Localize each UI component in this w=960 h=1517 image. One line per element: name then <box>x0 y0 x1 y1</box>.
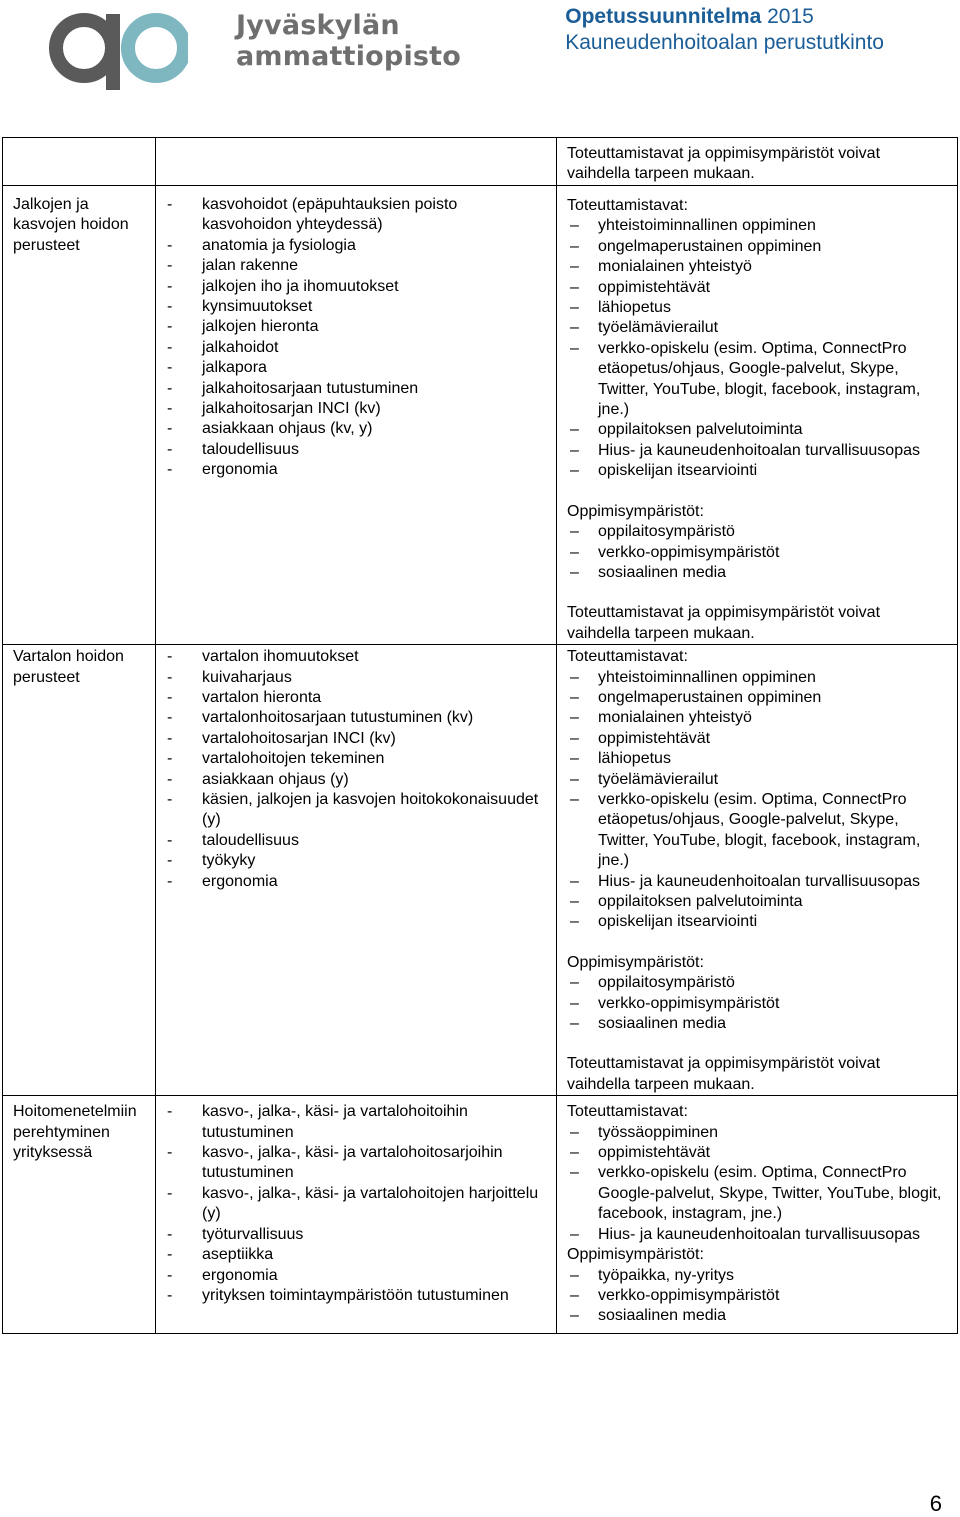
list-item <box>167 729 546 749</box>
dash-bullet: – <box>570 729 579 747</box>
methods-cell <box>557 186 958 645</box>
list-item-text: jalkahoidot <box>202 338 279 356</box>
list-item-text: käsien, jalkojen ja kasvojen hoitokokonaisuudet (y) <box>202 790 539 829</box>
dash-bullet: – <box>570 1015 579 1033</box>
title-bold: Opetussuunnitelma <box>565 5 762 28</box>
dash-bullet: - <box>167 1266 173 1284</box>
list-item <box>567 237 947 257</box>
list-item <box>567 257 947 277</box>
dash-bullet: – <box>570 1266 579 1284</box>
dash-bullet: – <box>570 1144 579 1162</box>
dash-bullet: - <box>167 790 173 808</box>
list-item <box>567 912 947 932</box>
dash-bullet: - <box>167 400 173 418</box>
list-item <box>167 236 546 256</box>
list-item <box>167 872 546 892</box>
list-item-text: ongelmaperustainen oppiminen <box>598 237 822 255</box>
list-item-text: kynsimuutokset <box>202 298 313 316</box>
list-item-text: lähiopetus <box>598 750 671 768</box>
table-row <box>3 138 958 186</box>
list-item-text: aseptiikka <box>202 1246 274 1264</box>
dash-bullet: - <box>167 318 173 336</box>
dash-bullet: - <box>167 729 173 747</box>
list-item <box>167 358 546 378</box>
dash-bullet: - <box>167 872 173 890</box>
list-item <box>567 1306 947 1326</box>
list-item <box>567 729 947 749</box>
list-item-text: verkko-oppimisympäristöt <box>598 994 780 1012</box>
list-item-text: työpaikka, ny-yritys <box>598 1266 735 1284</box>
list-item <box>567 790 947 872</box>
list-item-text: Hius- ja kauneudenhoitoalan turvallisuusopas <box>598 441 920 459</box>
list-item <box>167 688 546 708</box>
spacer <box>567 482 947 502</box>
ao-logo-mark <box>48 0 188 96</box>
list-item-text: monialainen yhteistyö <box>598 258 752 276</box>
topic-cell <box>3 645 156 1096</box>
dash-bullet: – <box>570 421 579 439</box>
list-item <box>167 379 546 399</box>
list-item-text: sosiaalinen media <box>598 1307 727 1325</box>
dash-bullet: - <box>167 688 173 706</box>
list-item-text: ergonomia <box>202 1266 278 1284</box>
list-item-text: vartalohoitojen tekeminen <box>202 750 385 768</box>
toteuttamistavat-list <box>567 216 947 481</box>
content-cell <box>156 186 557 645</box>
dash-bullet: – <box>570 974 579 992</box>
dash-bullet: – <box>570 441 579 459</box>
dash-bullet: - <box>167 440 173 458</box>
list-item-text: työturvallisuus <box>202 1225 304 1243</box>
list-item <box>167 399 546 419</box>
list-item <box>567 216 947 236</box>
list-item <box>167 1266 546 1286</box>
topic-title: Vartalon hoidon perusteet <box>13 648 124 686</box>
list-item <box>567 668 947 688</box>
topic-title: Jalkojen ja kasvojen hoidon perusteet <box>13 196 129 254</box>
list-item-text: verkko-opiskelu (esim. Optima, ConnectPro etäopetus/ohjaus, Google-palvelut, Skype, Twitter, YouTube, blogit, facebook, instagram, jne.) <box>598 790 921 870</box>
dash-bullet: – <box>570 237 579 255</box>
dash-bullet: - <box>167 379 173 397</box>
list-item <box>567 318 947 338</box>
list-item-text: kasvo-, jalka-, käsi- ja vartalohoitoihin tutustuminen <box>202 1103 468 1141</box>
dash-bullet: - <box>167 831 173 849</box>
list-item <box>167 831 546 851</box>
list-item-text: Hius- ja kauneudenhoitoalan turvallisuusopas <box>598 872 920 890</box>
dash-bullet: – <box>570 750 579 768</box>
list-item-text: asiakkaan ohjaus (kv, y) <box>202 420 373 438</box>
dash-bullet: – <box>570 688 579 706</box>
oppimisymparistot-heading: Oppimisympäristöt: <box>567 953 704 971</box>
dash-bullet: - <box>167 852 173 870</box>
oppimisymparistot-list <box>567 1266 947 1327</box>
page-number: 6 <box>929 1491 942 1516</box>
list-item-text: asiakkaan ohjaus (y) <box>202 770 349 788</box>
dash-bullet: – <box>570 1164 579 1182</box>
dash-bullet: - <box>167 461 173 479</box>
toteuttamistavat-heading: Toteuttamistavat: <box>567 648 688 666</box>
dash-bullet: – <box>570 668 579 686</box>
dash-bullet: - <box>167 1246 173 1264</box>
list-item <box>567 420 947 440</box>
list-item <box>167 770 546 790</box>
list-item <box>567 1123 947 1143</box>
list-item <box>567 339 947 421</box>
dash-bullet: – <box>570 299 579 317</box>
dash-bullet: – <box>570 872 579 890</box>
dash-bullet: - <box>167 1225 173 1243</box>
list-item <box>167 1184 546 1225</box>
list-item-text: jalan rakenne <box>202 257 299 275</box>
list-item-text: vartalohoitosarjan INCI (kv) <box>202 729 396 747</box>
methods-cell <box>557 1096 958 1333</box>
list-item <box>567 770 947 790</box>
list-item-text: oppimistehtävät <box>598 1144 711 1162</box>
list-item-text: yhteistoiminnallinen oppiminen <box>598 668 816 686</box>
dash-bullet: - <box>167 298 173 316</box>
dash-bullet: – <box>570 913 579 931</box>
logo-wordmark <box>236 10 461 72</box>
list-item <box>167 195 546 236</box>
dash-bullet: - <box>167 648 173 666</box>
dash-bullet: - <box>167 338 173 356</box>
dash-bullet: – <box>570 319 579 337</box>
table-row <box>3 1096 958 1333</box>
list-item <box>567 1225 947 1245</box>
list-item-text: sosiaalinen media <box>598 563 727 581</box>
list-item-text: työssäoppiminen <box>598 1123 719 1141</box>
dash-bullet: - <box>167 196 173 213</box>
dash-bullet: – <box>570 278 579 296</box>
list-item <box>167 647 546 667</box>
list-item-text: oppilaitosympäristö <box>598 974 735 992</box>
list-item <box>567 1286 947 1306</box>
document-subtitle: Kauneudenhoitoalan perustutkinto <box>565 31 884 54</box>
dash-bullet: – <box>570 1307 579 1325</box>
list-item-text: vartalon ihomuutokset <box>202 648 359 666</box>
list-item <box>167 297 546 317</box>
list-item-text: verkko-opiskelu (esim. Optima, ConnectPro Google-palvelut, Skype, Twitter, YouTube, blogit, facebook, instagram, jne.) <box>598 1164 942 1223</box>
dash-bullet: - <box>167 750 173 768</box>
oppimisymparistot-heading: Oppimisympäristöt: <box>567 1246 704 1264</box>
spacer <box>567 583 947 603</box>
list-item-text: opiskelijan itsearviointi <box>598 462 758 480</box>
list-item <box>567 461 947 481</box>
list-item <box>567 994 947 1014</box>
dash-bullet: - <box>167 668 173 686</box>
list-item <box>167 317 546 337</box>
list-item <box>567 1163 947 1224</box>
list-item <box>167 851 546 871</box>
methods-block <box>557 645 957 1095</box>
dash-bullet: – <box>570 790 579 808</box>
dash-bullet: – <box>570 523 579 541</box>
list-item-text: ergonomia <box>202 872 278 890</box>
dash-bullet: – <box>570 893 579 910</box>
spacer <box>567 1034 947 1054</box>
list-item <box>567 708 947 728</box>
oppimisymparistot-heading: Oppimisympäristöt: <box>567 502 704 520</box>
list-item <box>567 543 947 563</box>
list-item <box>567 749 947 769</box>
dash-bullet: – <box>570 1286 579 1304</box>
list-item-text: sosiaalinen media <box>598 1015 727 1033</box>
list-item-text: vartalon hieronta <box>202 688 322 706</box>
toteuttamistavat-list <box>567 1123 947 1245</box>
list-item-text: vartalonhoitosarjaan tutustuminen (kv) <box>202 709 474 727</box>
methods-block <box>557 1096 957 1332</box>
list-item-text: työkyky <box>202 852 256 870</box>
list-item-text: anatomia ja fysiologia <box>202 236 356 254</box>
list-item-text: opiskelijan itsearviointi <box>598 913 758 931</box>
dash-bullet: - <box>167 1144 173 1162</box>
dash-bullet: – <box>570 543 579 561</box>
methods-block <box>557 138 957 185</box>
list-item-text: taloudellisuus <box>202 440 299 458</box>
list-item <box>567 973 947 993</box>
methods-note: Toteuttamistavat ja oppimisympäristöt voivat vaihdella tarpeen mukaan. <box>567 1055 881 1093</box>
dash-bullet: – <box>570 258 579 276</box>
list-item <box>567 522 947 542</box>
list-item-text: työelämävierailut <box>598 319 719 337</box>
list-item-text: oppilaitoksen palvelutoiminta <box>598 421 803 439</box>
dash-bullet: - <box>167 359 173 377</box>
methods-block <box>557 186 957 644</box>
list-item <box>567 298 947 318</box>
list-item <box>167 668 546 688</box>
list-item <box>167 440 546 460</box>
list-item-text: oppilaitoksen palvelutoiminta <box>598 893 803 910</box>
toteuttamistavat-list <box>567 668 947 933</box>
dash-bullet: - <box>167 1103 173 1121</box>
content-cell <box>156 138 557 186</box>
list-item <box>567 278 947 298</box>
list-item <box>167 1245 546 1265</box>
list-item-text: kuivaharjaus <box>202 668 292 686</box>
list-item-text: verkko-oppimisympäristöt <box>598 1286 780 1304</box>
table-row <box>3 186 958 645</box>
content-cell <box>156 645 557 1096</box>
dash-bullet: - <box>167 277 173 295</box>
list-item <box>167 419 546 439</box>
list-item-text: verkko-opiskelu (esim. Optima, ConnectPro etäopetus/ohjaus, Google-palvelut, Skype, Twitter, YouTube, blogit, facebook, instagram, jne.) <box>598 339 921 419</box>
dash-bullet: - <box>167 236 173 254</box>
dash-bullet: - <box>167 709 173 727</box>
list-item-text: verkko-oppimisympäristöt <box>598 543 780 561</box>
toteuttamistavat-heading: Toteuttamistavat: <box>567 197 688 214</box>
list-item <box>567 872 947 892</box>
topic-cell <box>3 1096 156 1333</box>
logo-text-line1: Jyväskylän <box>236 10 400 41</box>
list-item <box>167 277 546 297</box>
list-item <box>567 563 947 583</box>
list-item-text: monialainen yhteistyö <box>598 709 752 727</box>
document-header <box>565 4 884 56</box>
list-item <box>567 1014 947 1034</box>
oppimisymparistot-list <box>567 522 947 583</box>
content-cell <box>156 1096 557 1333</box>
list-item-text: ongelmaperustainen oppiminen <box>598 688 822 706</box>
dash-bullet: – <box>570 1225 579 1243</box>
list-item-text: yhteistoiminnallinen oppiminen <box>598 217 816 235</box>
dash-bullet: – <box>570 994 579 1012</box>
list-item-text: jalkahoitosarjan INCI (kv) <box>202 400 381 418</box>
list-item <box>167 1225 546 1245</box>
title-year: 2015 <box>767 5 814 28</box>
methods-note: Toteuttamistavat ja oppimisympäristöt voivat vaihdella tarpeen mukaan. <box>567 604 881 642</box>
list-item <box>567 441 947 461</box>
dash-bullet: - <box>167 1286 173 1304</box>
curriculum-table <box>2 137 958 1334</box>
document-title <box>565 4 884 30</box>
list-item <box>167 749 546 769</box>
list-item <box>567 688 947 708</box>
list-item <box>167 790 546 831</box>
list-item-text: jalkapora <box>202 359 267 377</box>
list-item-text: jalkahoitosarjaan tutustuminen <box>202 379 419 397</box>
list-item-text: oppimistehtävät <box>598 278 711 296</box>
list-item-text: lähiopetus <box>598 299 671 317</box>
list-item-text: ergonomia <box>202 461 278 479</box>
dash-bullet: - <box>167 420 173 438</box>
toteuttamistavat-heading: Toteuttamistavat: <box>567 1103 688 1121</box>
list-item-text: kasvo-, jalka-, käsi- ja vartalohoitosarjoihin tutustuminen <box>202 1144 503 1182</box>
methods-cell <box>557 138 958 186</box>
dash-bullet: - <box>167 770 173 788</box>
list-item-text: oppilaitosympäristö <box>598 523 735 541</box>
dash-bullet: – <box>570 462 579 480</box>
dash-bullet: – <box>570 1123 579 1141</box>
list-item <box>167 1102 546 1143</box>
content-list <box>156 645 556 892</box>
list-item <box>167 256 546 276</box>
logo <box>48 0 462 100</box>
table-row <box>3 645 958 1096</box>
list-item <box>167 1286 546 1306</box>
content-list <box>156 1096 556 1306</box>
dash-bullet: – <box>570 709 579 727</box>
list-item-text: kasvohoidot (epäpuhtauksien poisto kasvohoidon yhteydessä) <box>202 196 458 234</box>
topic-title: Hoitomenetelmiin perehtyminen yrityksessä <box>13 1103 137 1162</box>
list-item-text: yrityksen toimintaympäristöön tutustuminen <box>202 1286 509 1304</box>
dash-bullet: - <box>167 1184 173 1202</box>
list-item <box>167 460 546 480</box>
topic-cell <box>3 138 156 186</box>
spacer <box>567 933 947 953</box>
dash-bullet: – <box>570 339 579 357</box>
logo-text-line2: ammattiopisto <box>236 41 462 72</box>
methods-note: Toteuttamistavat ja oppimisympäristöt voivat vaihdella tarpeen mukaan. <box>567 145 881 183</box>
dash-bullet: – <box>570 563 579 581</box>
dash-bullet: – <box>570 770 579 788</box>
list-item-text: taloudellisuus <box>202 831 299 849</box>
list-item-text: jalkojen iho ja ihomuutokset <box>202 277 399 295</box>
list-item <box>567 892 947 912</box>
list-item-text: työelämävierailut <box>598 770 719 788</box>
list-item <box>567 1266 947 1286</box>
methods-cell <box>557 645 958 1096</box>
list-item-text: oppimistehtävät <box>598 729 711 747</box>
list-item <box>567 1143 947 1163</box>
dash-bullet: – <box>570 217 579 235</box>
list-item-text: kasvo-, jalka-, käsi- ja vartalohoitojen harjoittelu (y) <box>202 1184 539 1223</box>
list-item <box>167 708 546 728</box>
oppimisymparistot-list <box>567 973 947 1034</box>
list-item-text: jalkojen hieronta <box>202 318 319 336</box>
dash-bullet: - <box>167 257 173 275</box>
list-item-text: Hius- ja kauneudenhoitoalan turvallisuusopas <box>598 1225 920 1243</box>
list-item <box>167 338 546 358</box>
list-item <box>167 1143 546 1184</box>
topic-cell <box>3 186 156 645</box>
content-list <box>156 186 556 481</box>
